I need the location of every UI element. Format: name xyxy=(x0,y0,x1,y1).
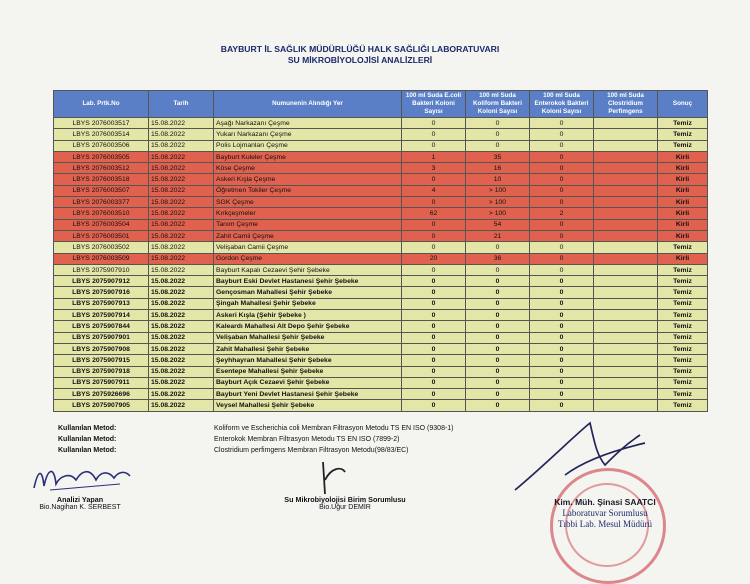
cell-enterokok: 0 xyxy=(530,163,594,174)
cell-date: 15.08.2022 xyxy=(149,230,214,241)
cell-ecoli: 0 xyxy=(402,264,466,275)
cell-koliform: 16 xyxy=(466,163,530,174)
cell-enterokok: 0 xyxy=(530,264,594,275)
cell-koliform: 0 xyxy=(466,355,530,366)
cell-ecoli: 0 xyxy=(402,129,466,140)
cell-clostridium xyxy=(594,118,658,129)
cell-ecoli: 0 xyxy=(402,310,466,321)
cell-koliform: 0 xyxy=(466,366,530,377)
cell-place: Polis Lojmanları Çeşme xyxy=(214,140,402,151)
cell-date: 15.08.2022 xyxy=(149,400,214,411)
cell-clostridium xyxy=(594,140,658,151)
cell-result: Kirli xyxy=(658,185,708,196)
cell-date: 15.08.2022 xyxy=(149,185,214,196)
cell-result: Temiz xyxy=(658,298,708,309)
cell-lab: LBYS 2075907910 xyxy=(54,264,149,275)
cell-date: 15.08.2022 xyxy=(149,389,214,400)
cell-date: 15.08.2022 xyxy=(149,242,214,253)
cell-enterokok: 0 xyxy=(530,400,594,411)
header-line2: SU MİKROBİYOLOJİSİ ANALİZLERİ xyxy=(287,55,433,65)
cell-place: Velişaban Mahallesi Şehir Şebeke xyxy=(214,332,402,343)
cell-koliform: 0 xyxy=(466,321,530,332)
cell-lab: LBYS 2076003517 xyxy=(54,118,149,129)
signature-right-name: Kim. Müh. Şinasi SAATCI xyxy=(554,497,656,507)
cell-koliform: > 100 xyxy=(466,185,530,196)
table-row xyxy=(54,208,708,219)
cell-ecoli: 0 xyxy=(402,366,466,377)
cell-clostridium xyxy=(594,230,658,241)
table-row xyxy=(54,355,708,366)
cell-place: Tanım Çeşme xyxy=(214,219,402,230)
header-line1: BAYBURT İL SAĞLIK MÜDÜRLÜĞÜ HALK SAĞLIĞI LABORATUVARI xyxy=(220,44,500,54)
cell-ecoli: 0 xyxy=(402,242,466,253)
cell-clostridium xyxy=(594,174,658,185)
method-text: Enterokok Membran Filtrasyon Metodu TS EN ISO (7899-2) xyxy=(214,436,400,443)
table-row xyxy=(54,264,708,275)
cell-result: Temiz xyxy=(658,242,708,253)
cell-ecoli: 0 xyxy=(402,377,466,388)
cell-result: Kirli xyxy=(658,151,708,162)
cell-enterokok: 0 xyxy=(530,355,594,366)
cell-ecoli: 0 xyxy=(402,298,466,309)
cell-lab: LBYS 2076003504 xyxy=(54,219,149,230)
col-enterokok: 100 ml Suda Enterokok Bakteri Koloni Sayısı xyxy=(530,91,594,118)
table-row xyxy=(54,310,708,321)
table-row xyxy=(54,321,708,332)
cell-date: 15.08.2022 xyxy=(149,219,214,230)
cell-date: 15.08.2022 xyxy=(149,140,214,151)
cell-ecoli: 0 xyxy=(402,118,466,129)
table-header-row xyxy=(54,91,708,118)
cell-koliform: 0 xyxy=(466,332,530,343)
signature-middle-title: Su Mikrobiyolojisi Birim Sorumlusu xyxy=(284,495,406,504)
cell-enterokok: 0 xyxy=(530,140,594,151)
col-koliform: 100 ml Suda Koliform Bakteri Koloni Sayısı xyxy=(466,91,530,118)
cell-place: Kaleardı Mahallesi Alt Depo Şehir Şebeke xyxy=(214,321,402,332)
cell-ecoli: 0 xyxy=(402,355,466,366)
cell-lab: LBYS 2075907911 xyxy=(54,377,149,388)
table-row xyxy=(54,129,708,140)
cell-result: Temiz xyxy=(658,129,708,140)
cell-ecoli: 20 xyxy=(402,253,466,264)
cell-enterokok: 0 xyxy=(530,242,594,253)
cell-lab: LBYS 2075907844 xyxy=(54,321,149,332)
cell-clostridium xyxy=(594,129,658,140)
cell-clostridium xyxy=(594,163,658,174)
cell-date: 15.08.2022 xyxy=(149,343,214,354)
cell-lab: LBYS 2075907913 xyxy=(54,298,149,309)
cell-place: SGK Çeşme xyxy=(214,197,402,208)
cell-date: 15.08.2022 xyxy=(149,129,214,140)
cell-enterokok: 0 xyxy=(530,298,594,309)
col-lab: Lab. Prtk.No xyxy=(54,91,149,118)
cell-enterokok: 0 xyxy=(530,321,594,332)
cell-ecoli: 4 xyxy=(402,185,466,196)
col-result: Sonuç xyxy=(658,91,708,118)
signature-right xyxy=(530,497,680,530)
cell-enterokok: 0 xyxy=(530,219,594,230)
cell-lab: LBYS 2075907916 xyxy=(54,287,149,298)
cell-place: Şeyhhayran Mahallesi Şehir Şebeke xyxy=(214,355,402,366)
cell-koliform: > 100 xyxy=(466,197,530,208)
cell-result: Kirli xyxy=(658,197,708,208)
cell-enterokok: 0 xyxy=(530,343,594,354)
table-row xyxy=(54,151,708,162)
cell-clostridium xyxy=(594,242,658,253)
cell-koliform: 0 xyxy=(466,242,530,253)
cell-clostridium xyxy=(594,343,658,354)
cell-clostridium xyxy=(594,208,658,219)
col-ecoli: 100 ml Suda E.coli Bakteri Koloni Sayısı xyxy=(402,91,466,118)
cell-clostridium xyxy=(594,355,658,366)
cell-lab: LBYS 2076003502 xyxy=(54,242,149,253)
table-row xyxy=(54,163,708,174)
cell-koliform: 0 xyxy=(466,276,530,287)
cell-enterokok: 0 xyxy=(530,230,594,241)
table-row xyxy=(54,219,708,230)
cell-date: 15.08.2022 xyxy=(149,332,214,343)
cell-lab: LBYS 2075907918 xyxy=(54,366,149,377)
signature-left-name: Bio.Nagihan K. SERBEST xyxy=(39,504,121,511)
cell-place: Bayburt Açık Cezaevi Şehir Şebeke xyxy=(214,377,402,388)
cell-result: Kirli xyxy=(658,163,708,174)
cell-date: 15.08.2022 xyxy=(149,163,214,174)
cell-koliform: 0 xyxy=(466,298,530,309)
cell-enterokok: 0 xyxy=(530,310,594,321)
cell-ecoli: 0 xyxy=(402,321,466,332)
cell-place: Bayburt Kuleler Çeşme xyxy=(214,151,402,162)
cell-lab: LBYS 2075926696 xyxy=(54,389,149,400)
cell-lab: LBYS 2075907901 xyxy=(54,332,149,343)
cell-place: Aşağı Narkazanı Çeşme xyxy=(214,118,402,129)
cell-date: 15.08.2022 xyxy=(149,174,214,185)
cell-date: 15.08.2022 xyxy=(149,355,214,366)
cell-date: 15.08.2022 xyxy=(149,287,214,298)
analysis-table xyxy=(53,90,708,412)
cell-lab: LBYS 2076003377 xyxy=(54,197,149,208)
cell-koliform: 0 xyxy=(466,343,530,354)
handwritten-signature-right xyxy=(505,415,655,495)
table-row xyxy=(54,366,708,377)
cell-result: Temiz xyxy=(658,377,708,388)
cell-clostridium xyxy=(594,332,658,343)
cell-clostridium xyxy=(594,377,658,388)
cell-result: Temiz xyxy=(658,264,708,275)
cell-result: Kirli xyxy=(658,230,708,241)
cell-date: 15.08.2022 xyxy=(149,208,214,219)
handwritten-signature-middle xyxy=(295,460,355,496)
cell-lab: LBYS 2076003518 xyxy=(54,174,149,185)
cell-ecoli: 0 xyxy=(402,389,466,400)
cell-ecoli: 0 xyxy=(402,287,466,298)
cell-enterokok: 0 xyxy=(530,389,594,400)
method-text: Clostridium perfimgens Membran Filtrasyon Metodu(98/83/EC) xyxy=(214,447,409,454)
cell-koliform: 35 xyxy=(466,151,530,162)
cell-result: Temiz xyxy=(658,276,708,287)
cell-enterokok: 0 xyxy=(530,151,594,162)
cell-ecoli: 0 xyxy=(402,140,466,151)
cell-date: 15.08.2022 xyxy=(149,366,214,377)
cell-lab: LBYS 2076003510 xyxy=(54,208,149,219)
col-date: Tarih xyxy=(149,91,214,118)
signature-left xyxy=(25,495,135,511)
cell-clostridium xyxy=(594,185,658,196)
cell-enterokok: 0 xyxy=(530,129,594,140)
handwritten-signature-left xyxy=(30,458,135,496)
cell-result: Temiz xyxy=(658,310,708,321)
cell-place: Bayburt Eski Devlet Hastanesi Şehir Şebeke xyxy=(214,276,402,287)
cell-place: Askeri Kışla Çeşme xyxy=(214,174,402,185)
cell-lab: LBYS 2076003501 xyxy=(54,230,149,241)
cell-date: 15.08.2022 xyxy=(149,298,214,309)
cell-lab: LBYS 2075907915 xyxy=(54,355,149,366)
cell-koliform: 0 xyxy=(466,377,530,388)
cell-enterokok: 0 xyxy=(530,253,594,264)
cell-place: Yukarı Narkazanı Çeşme xyxy=(214,129,402,140)
cell-koliform: 0 xyxy=(466,389,530,400)
cell-place: Kırkçeşmeler xyxy=(214,208,402,219)
table-row xyxy=(54,230,708,241)
cell-clostridium xyxy=(594,151,658,162)
cell-place: Askeri Kışla (Şehir Şebeke ) xyxy=(214,310,402,321)
method-label: Kullanılan Metod: xyxy=(58,447,117,454)
cell-clostridium xyxy=(594,253,658,264)
cell-koliform: 0 xyxy=(466,129,530,140)
cell-date: 15.08.2022 xyxy=(149,276,214,287)
col-place: Numunenin Alındığı Yer xyxy=(214,91,402,118)
signature-middle xyxy=(260,495,430,511)
cell-ecoli: 0 xyxy=(402,174,466,185)
cell-koliform: 0 xyxy=(466,400,530,411)
method-text: Koliform ve Escherichia coli Membran Filtrasyon Metodu TS EN ISO (9308-1) xyxy=(214,425,454,432)
cell-clostridium xyxy=(594,197,658,208)
cell-koliform: 0 xyxy=(466,310,530,321)
cell-ecoli: 3 xyxy=(402,163,466,174)
table-row xyxy=(54,174,708,185)
cell-lab: LBYS 2076003512 xyxy=(54,163,149,174)
cell-result: Temiz xyxy=(658,366,708,377)
cell-date: 15.08.2022 xyxy=(149,253,214,264)
cell-lab: LBYS 2076003507 xyxy=(54,185,149,196)
cell-ecoli: 1 xyxy=(402,151,466,162)
table-row xyxy=(54,253,708,264)
table-row xyxy=(54,118,708,129)
cell-result: Temiz xyxy=(658,321,708,332)
cell-result: Kirli xyxy=(658,208,708,219)
cell-result: Kirli xyxy=(658,174,708,185)
cell-date: 15.08.2022 xyxy=(149,151,214,162)
cell-koliform: 36 xyxy=(466,253,530,264)
cell-koliform: > 100 xyxy=(466,208,530,219)
cell-result: Kirli xyxy=(658,253,708,264)
cell-result: Temiz xyxy=(658,343,708,354)
cell-clostridium xyxy=(594,287,658,298)
cell-lab: LBYS 2075907905 xyxy=(54,400,149,411)
cell-ecoli: 0 xyxy=(402,400,466,411)
cell-date: 15.08.2022 xyxy=(149,118,214,129)
cell-place: Bayburt Kapalı Cezaevi Şehir Şebeke xyxy=(214,264,402,275)
cell-result: Temiz xyxy=(658,287,708,298)
cell-ecoli: 0 xyxy=(402,219,466,230)
cell-clostridium xyxy=(594,400,658,411)
cell-date: 15.08.2022 xyxy=(149,321,214,332)
cell-result: Temiz xyxy=(658,118,708,129)
cell-place: Veysel Mahallesi Şehir Şebeke xyxy=(214,400,402,411)
cell-clostridium xyxy=(594,264,658,275)
method-label: Kullanılan Metod: xyxy=(58,425,117,432)
table-row xyxy=(54,197,708,208)
cell-ecoli: 0 xyxy=(402,197,466,208)
cell-place: Zahit Mahallesi Şehir Şebeke xyxy=(214,343,402,354)
cell-enterokok: 0 xyxy=(530,377,594,388)
cell-enterokok: 0 xyxy=(530,276,594,287)
cell-ecoli: 0 xyxy=(402,230,466,241)
cell-result: Temiz xyxy=(658,140,708,151)
cell-koliform: 21 xyxy=(466,230,530,241)
cell-place: Gençosman Mahallesi Şehir Şebeke xyxy=(214,287,402,298)
cell-date: 15.08.2022 xyxy=(149,377,214,388)
signature-middle-name: Bio.Uğur DEMİR xyxy=(319,504,371,511)
table-row xyxy=(54,185,708,196)
cell-lab: LBYS 2076003506 xyxy=(54,140,149,151)
table-row xyxy=(54,298,708,309)
cell-clostridium xyxy=(594,276,658,287)
cell-lab: LBYS 2075907914 xyxy=(54,310,149,321)
cell-ecoli: 0 xyxy=(402,343,466,354)
cell-result: Kirli xyxy=(658,219,708,230)
cell-date: 15.08.2022 xyxy=(149,264,214,275)
cell-enterokok: 0 xyxy=(530,366,594,377)
cell-enterokok: 0 xyxy=(530,332,594,343)
table-row xyxy=(54,140,708,151)
table-body xyxy=(54,118,708,412)
cell-lab: LBYS 2075907908 xyxy=(54,343,149,354)
cell-result: Temiz xyxy=(658,400,708,411)
cell-lab: LBYS 2076003514 xyxy=(54,129,149,140)
cell-place: Bayburt Yeni Devlet Hastanesi Şehir Şebeke xyxy=(214,389,402,400)
cell-koliform: 0 xyxy=(466,287,530,298)
cell-enterokok: 0 xyxy=(530,174,594,185)
cell-enterokok: 0 xyxy=(530,118,594,129)
cell-enterokok: 2 xyxy=(530,208,594,219)
signature-right-line2: Tıbbi Lab. Mesul Müdürü xyxy=(558,519,652,529)
cell-place: Gordon Çeşme xyxy=(214,253,402,264)
cell-koliform: 10 xyxy=(466,174,530,185)
table-row xyxy=(54,389,708,400)
cell-place: Köse Çeşme xyxy=(214,163,402,174)
cell-result: Temiz xyxy=(658,355,708,366)
table-row xyxy=(54,332,708,343)
table-row xyxy=(54,287,708,298)
table-row xyxy=(54,400,708,411)
signature-left-title: Analizi Yapan xyxy=(56,495,104,504)
cell-ecoli: 62 xyxy=(402,208,466,219)
cell-clostridium xyxy=(594,389,658,400)
cell-clostridium xyxy=(594,219,658,230)
report-header xyxy=(150,44,570,66)
cell-koliform: 0 xyxy=(466,118,530,129)
cell-ecoli: 0 xyxy=(402,276,466,287)
table-row xyxy=(54,276,708,287)
cell-clostridium xyxy=(594,310,658,321)
cell-place: Esentepe Mahallesi Şehir Şebeke xyxy=(214,366,402,377)
cell-clostridium xyxy=(594,321,658,332)
table-row xyxy=(54,343,708,354)
table-row xyxy=(54,377,708,388)
cell-enterokok: 0 xyxy=(530,197,594,208)
cell-place: Velişaban Camii Çeşme xyxy=(214,242,402,253)
cell-clostridium xyxy=(594,298,658,309)
cell-result: Temiz xyxy=(658,332,708,343)
cell-lab: LBYS 2075907912 xyxy=(54,276,149,287)
cell-place: Zahit Camii Çeşme xyxy=(214,230,402,241)
cell-date: 15.08.2022 xyxy=(149,310,214,321)
cell-place: Öğretmen Tokiler Çeşme xyxy=(214,185,402,196)
cell-date: 15.08.2022 xyxy=(149,197,214,208)
signature-right-line1: Laboratuvar Sorumlusu xyxy=(562,508,648,518)
table-row xyxy=(54,242,708,253)
cell-enterokok: 0 xyxy=(530,287,594,298)
cell-koliform: 0 xyxy=(466,264,530,275)
cell-clostridium xyxy=(594,366,658,377)
col-clostridium: 100 ml Suda Clostridium Perfimgens xyxy=(594,91,658,118)
method-label: Kullanılan Metod: xyxy=(58,436,117,443)
cell-ecoli: 0 xyxy=(402,332,466,343)
cell-lab: LBYS 2076003505 xyxy=(54,151,149,162)
cell-lab: LBYS 2076003509 xyxy=(54,253,149,264)
cell-result: Temiz xyxy=(658,389,708,400)
cell-koliform: 0 xyxy=(466,140,530,151)
cell-place: Şingah Mahallesi Şehir Şebeke xyxy=(214,298,402,309)
cell-enterokok: 0 xyxy=(530,185,594,196)
cell-koliform: 54 xyxy=(466,219,530,230)
